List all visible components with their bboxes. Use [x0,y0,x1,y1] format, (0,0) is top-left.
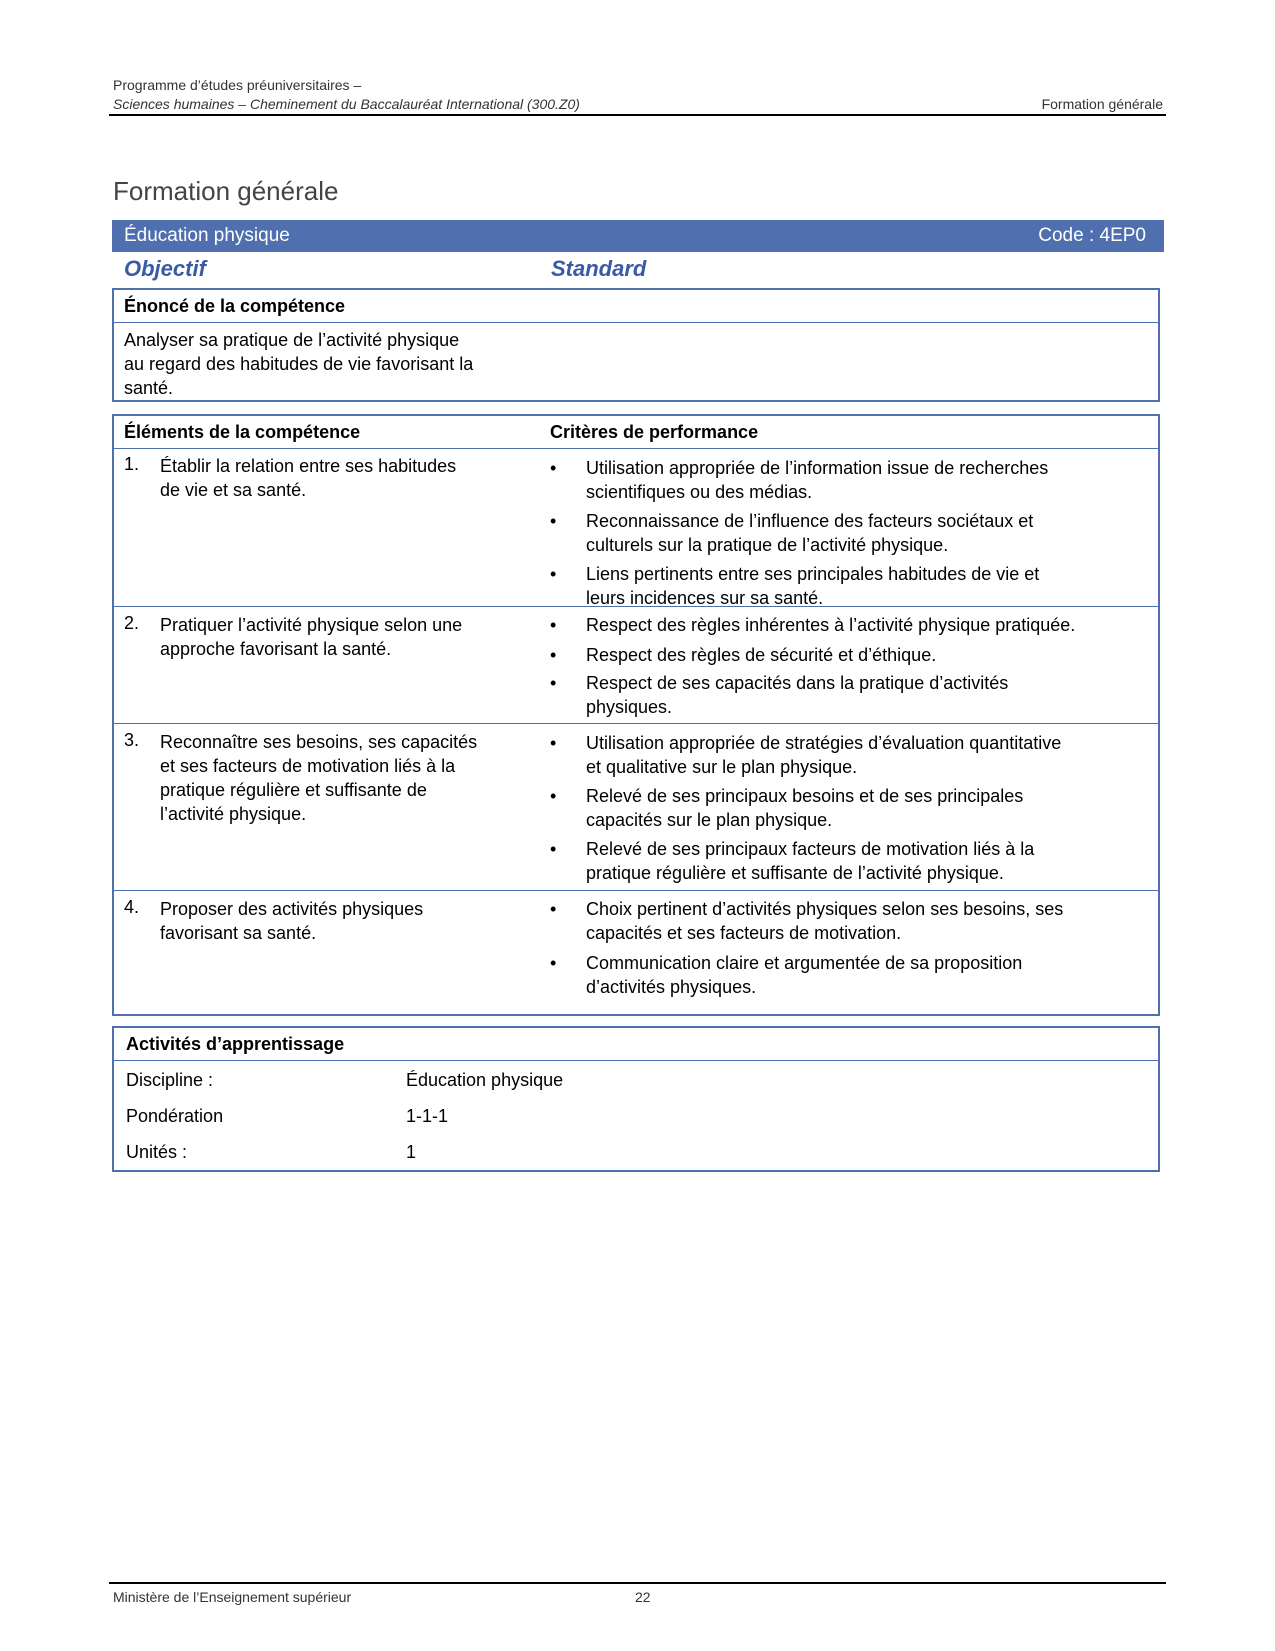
elements-heading: Éléments de la compétence [124,422,361,442]
criterion-item [550,509,1140,557]
bullet-icon: • [550,458,557,478]
criterion-line: Respect des règles inhérentes à l’activité physique pratiquée. [586,615,1076,635]
course-name: Éducation physique [124,225,290,246]
bullet-icon: • [550,511,557,531]
bullet-icon: • [550,645,557,665]
element-number: 3. [124,730,140,750]
weighting-value: 1-1-1 [406,1106,449,1126]
table-row [114,448,1158,607]
element-line: de vie et sa santé. [160,480,307,500]
bullet-icon: • [550,839,557,859]
weighting-label: Pondération [126,1106,224,1126]
criterion-item [550,613,1140,637]
objective-label: Objectif [124,256,206,281]
competence-statement-line: santé. [124,378,174,398]
criterion-item [550,731,1140,779]
element-line: Établir la relation entre ses habitudes [160,456,457,476]
table-row [114,724,1158,891]
element-text [160,730,520,826]
header-program-line: Programme d’études préuniversitaires – [113,77,362,93]
criterion-line: capacités et ses facteurs de motivation. [586,923,902,943]
criterion-item [550,671,1140,719]
competence-statement-line: au regard des habitudes de vie favorisant la [124,354,474,374]
criteria-table [112,414,1160,1016]
footer-divider [109,1582,1166,1584]
criterion-item [550,643,1140,667]
element-line: approche favorisant la santé. [160,639,392,659]
learning-activities-heading: Activités d’apprentissage [126,1034,345,1054]
criterion-line: Utilisation appropriée de stratégies d’évaluation quantitative [586,733,1062,753]
element-number: 1. [124,454,140,474]
learning-activities-box [112,1026,1160,1172]
criterion-line: culturels sur la pratique de l’activité physique. [586,535,949,555]
criterion-line: physiques. [586,697,673,717]
criterion-line: d’activités physiques. [586,977,757,997]
criterion-item [550,562,1140,610]
bullet-icon: • [550,899,557,919]
criterion-line: Respect de ses capacités dans la pratique d’activités [586,673,1009,693]
criterion-line: Relevé de ses principaux besoins et de ses principales [586,786,1024,806]
element-line: l’activité physique. [160,804,307,824]
element-line: pratique régulière et suffisante de [160,780,427,800]
criterion-line: Liens pertinents entre ses principales habitudes de vie et [586,564,1040,584]
criterion-item [550,897,1140,945]
footer-ministry: Ministère de l’Enseignement supérieur [113,1589,352,1605]
element-text [160,613,520,661]
table-row [114,607,1158,724]
discipline-label: Discipline : [126,1070,214,1090]
criterion-line: et qualitative sur le plan physique. [586,757,858,777]
criterion-item [550,456,1140,504]
learning-activities-header [114,1028,1158,1061]
criterion-item [550,784,1140,832]
criterion-item [550,951,1140,999]
discipline-value: Éducation physique [406,1070,564,1090]
criterion-line: Reconnaissance de l’influence des facteurs sociétaux et [586,511,1034,531]
criterion-line: Choix pertinent d’activités physiques selon ses besoins, ses [586,899,1064,919]
header-section-name: Formation générale [1041,96,1163,112]
competence-statement-line: Analyser sa pratique de l’activité physique [124,330,460,350]
bullet-icon: • [550,786,557,806]
course-title-bar [112,220,1164,252]
course-code: Code : 4EP0 [1038,225,1146,246]
element-number: 4. [124,897,140,917]
table-row [114,891,1158,1014]
bullet-icon: • [550,953,557,973]
element-line: Reconnaître ses besoins, ses capacités [160,732,478,752]
criterion-item [550,837,1140,885]
page-number: 22 [635,1589,651,1605]
header-program-name: Sciences humaines – Cheminement du Baccalauréat International (300.Z0) [113,96,580,112]
units-value: 1 [406,1142,417,1162]
element-line: Proposer des activités physiques [160,899,424,919]
criterion-line: Relevé de ses principaux facteurs de motivation liés à la [586,839,1035,859]
standard-label: Standard [551,256,647,281]
bullet-icon: • [550,673,557,693]
competence-statement-box [112,288,1160,402]
competence-statement-heading: Énoncé de la compétence [124,296,346,316]
criterion-line: pratique régulière et suffisante de l’activité physique. [586,863,1004,883]
element-text [160,897,520,945]
criterion-line: Respect des règles de sécurité et d’éthique. [586,645,937,665]
criterion-line: capacités sur le plan physique. [586,810,833,830]
criterion-line: leurs incidences sur sa santé. [586,588,824,608]
criterion-line: Communication claire et argumentée de sa proposition [586,953,1023,973]
competence-statement-text [124,328,534,400]
element-text [160,454,520,502]
criteria-heading: Critères de performance [550,422,759,442]
bullet-icon: • [550,564,557,584]
bullet-icon: • [550,733,557,753]
element-line: Pratiquer l’activité physique selon une [160,615,463,635]
criterion-line: Utilisation appropriée de l’information issue de recherches [586,458,1049,478]
page-title: Formation générale [113,176,339,206]
competence-statement-header [114,290,1158,323]
element-line: et ses facteurs de motivation liés à la [160,756,456,776]
criterion-line: scientifiques ou des médias. [586,482,813,502]
element-line: favorisant sa santé. [160,923,317,943]
bullet-icon: • [550,615,557,635]
element-number: 2. [124,613,140,633]
units-label: Unités : [126,1142,188,1162]
criteria-table-header [114,416,1158,449]
header-divider [109,114,1166,116]
